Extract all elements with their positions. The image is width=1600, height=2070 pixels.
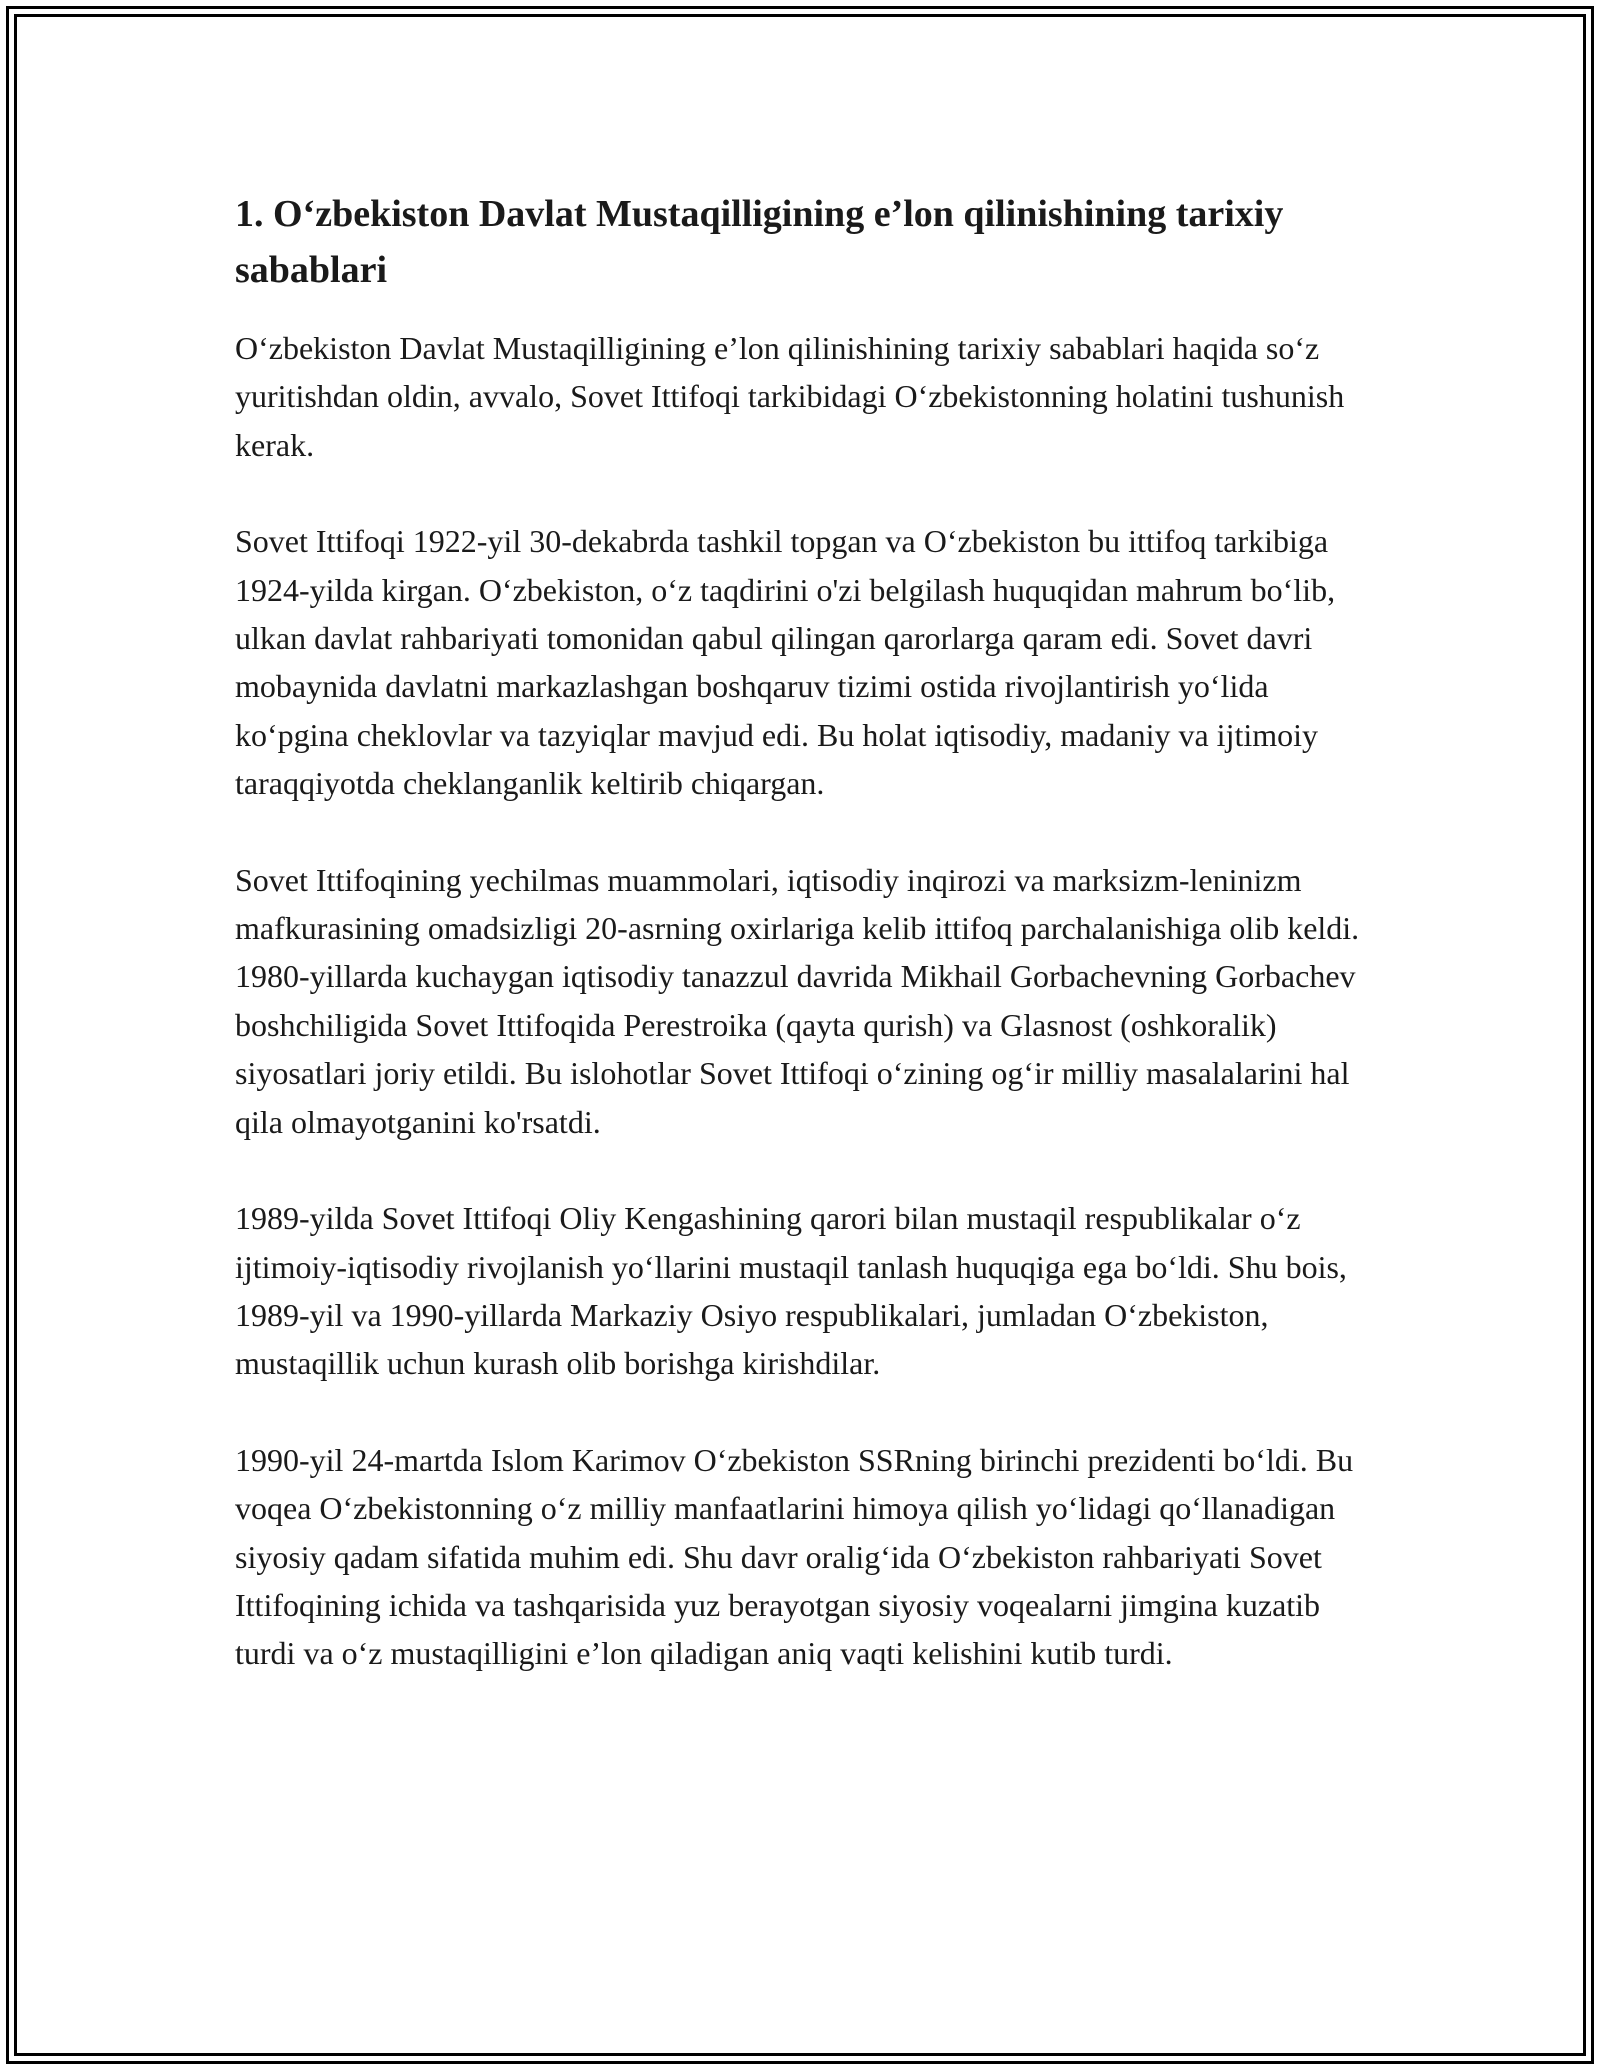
paragraph-collapse: Sovet Ittifoqining yechilmas muammolari, iqtisodiy inqirozi va marksizm-leninizm mafkurasining omadsizligi 20-asrning oxirlariga kelib ittifoq parchalanishiga olib keldi. 1980-yillarda kuchaygan iqtisodiy tanazzul davrida Mikhail Gorbachevning Gorbachev boshchiligida Sovet Ittifoqida Perestroika (qayta qurish) va Glasnost (oshkoralik) siyosatlari joriy etildi. Bu islohotlar Sovet Ittifoqi o‘zining og‘ir milliy masalalarini hal qila olmayotganini ko'rsatdi.: [235, 861, 1360, 1140]
document-body: [235, 186, 1385, 1726]
paragraph-soviet-union: Sovet Ittifoqi 1922-yil 30-dekabrda tashkil topgan va O‘zbekiston bu ittifoq tarkibiga 1924-yilda kirgan. O‘zbekiston, o‘z taqdirini o'zi belgilash huquqidan mahrum bo‘lib, ulkan davlat rahbariyati tomonidan qabul qilingan qarorlarga qaram edi. Sovet davri mobaynida davlatni markazlashgan boshqaruv tizimi ostida rivojlantirish yo‘lida ko‘pgina cheklovlar va tazyiqlar mavjud edi. Bu holat iqtisodiy, madaniy va ijtimoiy taraqqiyotda cheklanganlik keltirib chiqargan.: [235, 523, 1336, 802]
paragraph-intro: O‘zbekiston Davlat Mustaqilligining e’lon qilinishining tarixiy sabablari haqida so‘z yuritishdan oldin, avvalo, Sovet Ittifoqi tarkibidagi O‘zbekistonning holatini tushunish kerak.: [235, 330, 1345, 463]
paragraph-1989: 1989-yilda Sovet Ittifoqi Oliy Kengashining qarori bilan mustaqil respublikalar o‘z ijtimoiy-iqtisodiy rivojlanish yo‘llarini mustaqil tanlash huquqiga ega bo‘ldi. Shu bois, 1989-yil va 1990-yillarda Markaziy Osiyo respublikalari, jumladan O‘zbekiston, mustaqillik uchun kurash olib borishga kirishdilar.: [235, 1200, 1347, 1382]
section-heading: 1. O‘zbekiston Davlat Mustaqilligining e’lon qilinishining tarixiy sabablari: [235, 193, 1284, 291]
paragraph-1990: 1990-yil 24-martda Islom Karimov O‘zbekiston SSRning birinchi prezidenti bo‘ldi. Bu voqea O‘zbekistonning o‘z milliy manfaatlarini himoya qilish yo‘lidagi qo‘llanadigan siyosiy qadam sifatida muhim edi. Shu davr oralig‘ida O‘zbekiston rahbariyati Sovet Ittifoqining ichida va tashqarisida yuz berayotgan siyosiy voqealarni jimgina kuzatib turdi va o‘z mustaqilligini e’lon qiladigan aniq vaqti kelishini kutib turdi.: [235, 1441, 1354, 1672]
